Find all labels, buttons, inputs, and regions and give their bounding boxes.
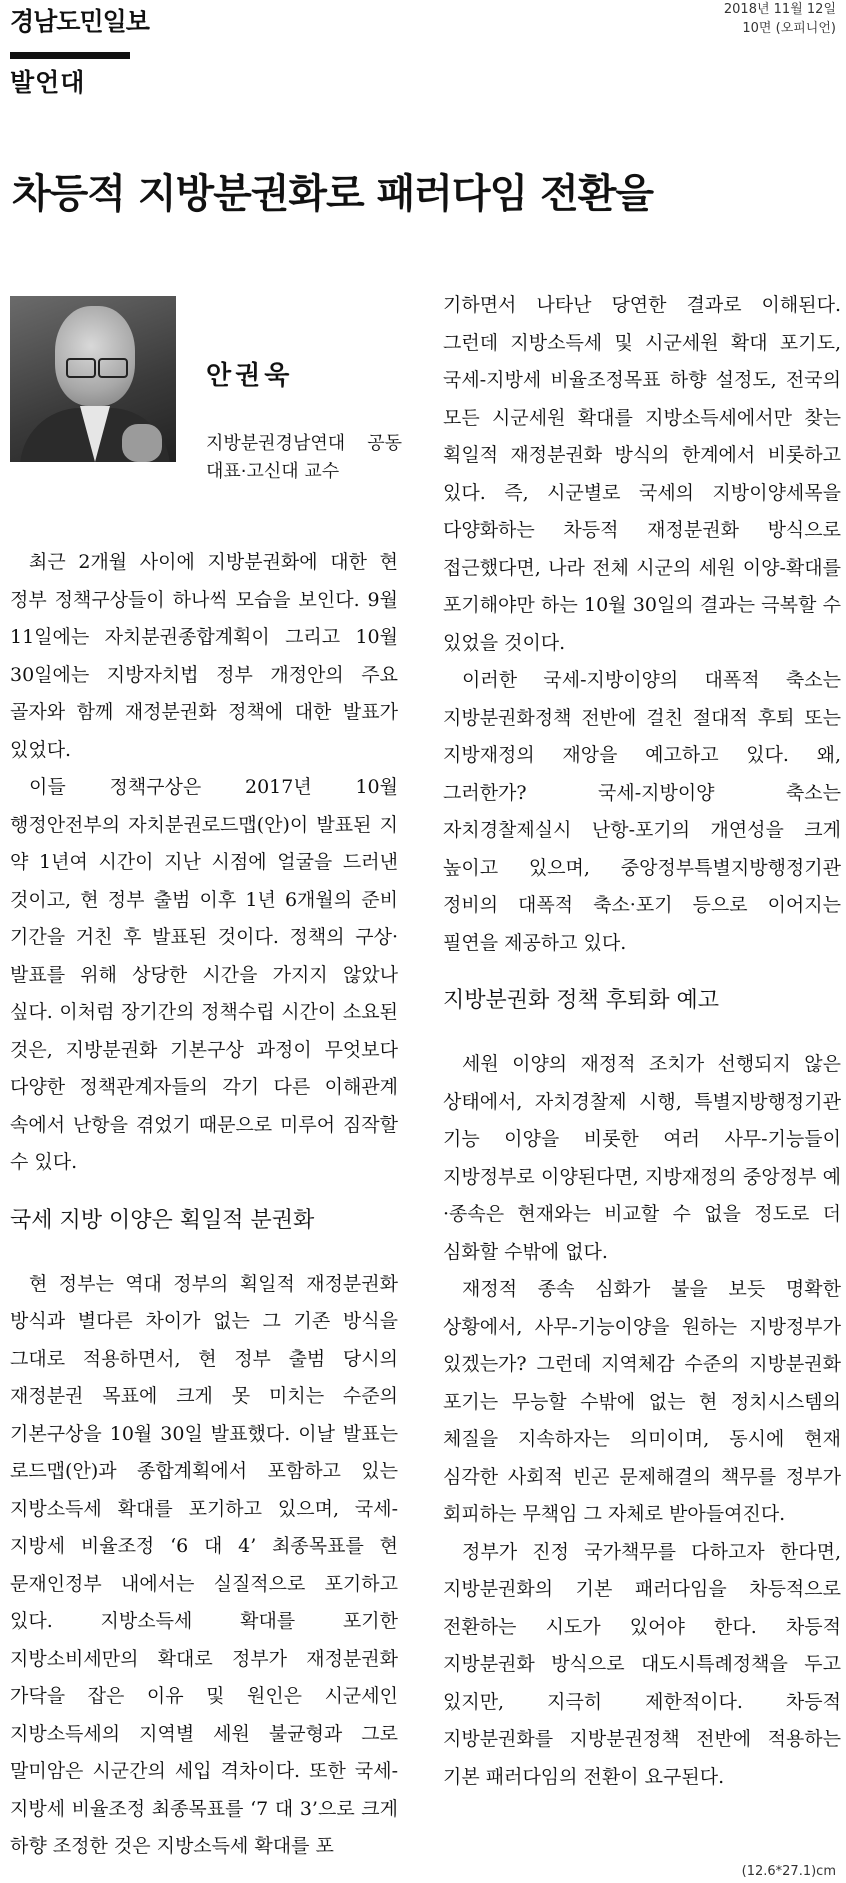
paragraph: 정부가 진정 국가책무를 다하고자 한다면, 지방분권화의 기본 패러다임을 차등적으로 전환하는 시도가 있어야 한다. 차등적 지방분권화 방식으로 대도시특례정책을 두고 있지만, 지극히 제한적이다. 차등적 지방분권화를 지방분권정책 전반에 적용하는 기본 패러다임의 전환이 요구된다. [443, 1540, 841, 1788]
photo-glasses-left [66, 358, 96, 378]
paragraph: 세원 이양의 재정적 조치가 선행되지 않은 상태에서, 자치경찰제 시행, 특별지방행정기관 기능 이양을 비롯한 여러 사무-기능들이 지방정부로 이양된다면, 지방재정의 중앙정부 예·종속은 현재와는 비교할 수 없을 정도로 더 심화할 수밖에 없다. [443, 1053, 841, 1263]
issue-meta [724, 0, 836, 38]
photo-hand-shape [122, 424, 162, 462]
author-photo [10, 296, 176, 462]
subheading: 국세 지방 이양은 획일적 분권화 [10, 1207, 315, 1233]
page-info: 10면 (오피니언) [742, 21, 836, 36]
left-column [10, 292, 402, 1866]
newspaper-name: 경남도민일보 [10, 7, 149, 36]
photo-head-shape [55, 306, 135, 406]
subheading: 지방분권화 정책 후퇴화 예고 [443, 988, 720, 1013]
paragraph: 현 정부는 역대 정부의 획일적 재정분권화 방식과 별다른 차이가 없는 그 기존 방식을 그대로 적용하면서, 현 정부 출범 당시의 재정분권 목표에 크게 못 미치는 수준의 기본구상을 10월 30일 발표했다. 이날 발표는 로드맵(안)과 종합계획에서 포함하고 있는 지방소득세 확대를 포기하고 있으며, 국세-지방세 비율조정 ‘6 대 4’ 최종목표를 현 문재인정부 내에서는 실질적으로 포기하고 있다. 지방소득세 확대를 포기한 지방소비세만의 확대로 정부가 재정분권화 가닥을 잡은 이유 및 원인은 시군세인 지방소득세의 지역별 세원 불균형과 그로 말미암은 시군간의 세입 격차이다. 또한 국세-지방세 비율조정 최종목표를 ‘7 대 3’으로 크게 하향 조정한 것은 지방소득세 확대를 포 [10, 1272, 398, 1857]
author-title: 지방분권경남연대 공동대표·고신대 교수 [206, 433, 402, 482]
issue-date: 2018년 11월 12일 [723, 2, 836, 17]
article-headline: 차등적 지방분권화로 패러다임 전환을 [12, 170, 654, 217]
section-name: 발언대 [10, 68, 86, 97]
author-box [10, 292, 402, 532]
paragraph: 이들 정책구상은 2017년 10월 행정안전부의 자치분권로드맵(안)이 발표된 지 약 1년여 시간이 지난 시점에 얼굴을 드러낸 것이고, 현 정부 출범 이후 1년 6개월의 준비 기간을 거친 후 발표된 것이다. 정책의 구상·발표를 위해 상당한 시간을 가지지 않았나 싶다. 이처럼 장기간의 정책수립 시간이 소요된 것은, 지방분권화 기본구상 과정이 무엇보다 다양한 정책관계자들의 각기 다른 이해관계 속에서 난항을 겪었기 때문으로 미루어 짐작할 수 있다. [10, 776, 398, 1173]
article-size-note: (12.6*27.1)cm [741, 1864, 836, 1879]
paragraph: 이러한 국세-지방이양의 대폭적 축소는 지방분권화정책 전반에 걸친 절대적 후퇴 또는 지방재정의 재앙을 예고하고 있다. 왜, 그러한가? 국세-지방이양 축소는 자치경찰제실시 난항-포기의 개연성을 크게 높이고 있으며, 중앙정부특별지방행정기관 정비의 대폭적 축소·포기 등으로 이어지는 필연을 제공하고 있다. [443, 669, 841, 954]
paragraph-continuation: 기하면서 나타난 당연한 결과로 이해된다. 그런데 지방소득세 및 시군세원 확대 포기도, 국세-지방세 비율조정목표 하향 설정도, 전국의 모든 시군세원 확대를 지방소득세에서만 찾는 획일적 재정분권화 방식의 한계에서 비롯하고 있다. 즉, 시군별로 국세의 지방이양세목을 다양화하는 차등적 재정분권화 방식으로 접근했다면, 나라 전체 시군의 세원 이양-확대를 포기해야만 하는 10월 30일의 결과는 극복할 수 있었을 것이다. [443, 294, 841, 654]
paragraph: 재정적 종속 심화가 불을 보듯 명확한 상황에서, 사무-기능이양을 원하는 지방정부가 있겠는가? 그런데 지역체감 수준의 지방분권화 포기는 무능할 수밖에 없는 현 정치시스템의 체질을 지속하자는 의미이며, 동시에 현재 심각한 사회적 빈곤 문제해결의 책무를 정부가 회피하는 무책임 그 자체로 받아들여진다. [443, 1278, 841, 1525]
masthead [0, 0, 846, 110]
right-column [443, 287, 841, 1796]
section-rule [10, 52, 130, 59]
paragraph: 최근 2개월 사이에 지방분권화에 대한 현 정부 정책구상들이 하나씩 모습을 보인다. 9월 11일에는 자치분권종합계획이 그리고 10월 30일에는 지방자치법 정부 개정안의 주요 골자와 함께 재정분권화 정책에 대한 발표가 있었다. [10, 551, 398, 761]
photo-glasses-right [98, 358, 128, 378]
author-name: 안권욱 [206, 361, 294, 391]
